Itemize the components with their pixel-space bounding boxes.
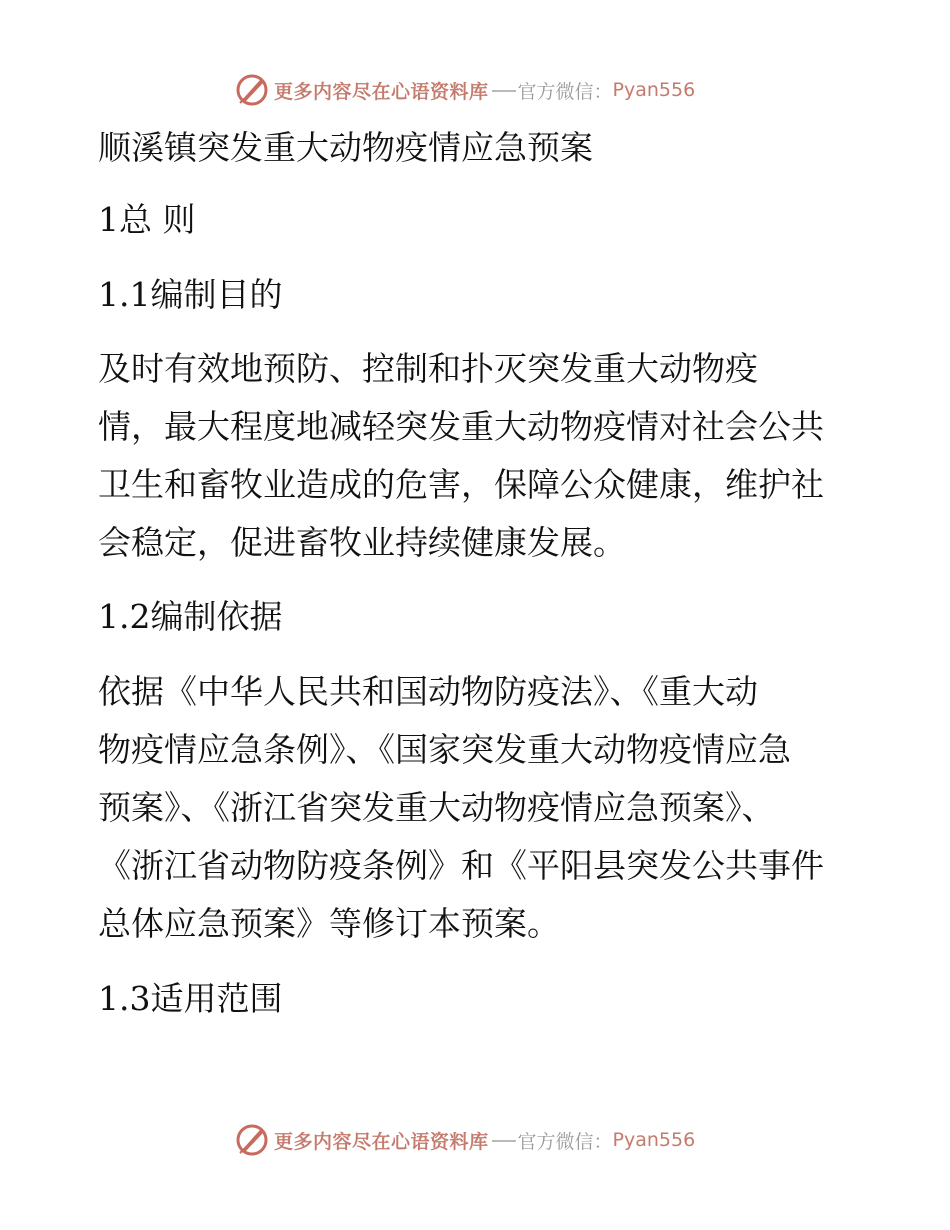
footer-watermark <box>234 1120 695 1160</box>
section-heading-1: 1总 则 <box>98 200 196 239</box>
paragraph-line: 情，最大程度地减轻突发重大动物疫情对社会公共 <box>98 407 824 446</box>
section-heading-1-2: 1.2编制依据 <box>98 597 283 636</box>
feather-pen-logo-icon <box>234 72 270 108</box>
paragraph-line: 物疫情应急条例》、《国家突发重大动物疫情应急 <box>98 730 791 769</box>
watermark-wechat-id: Pyan556 <box>612 79 696 101</box>
section-heading-1-3: 1.3适用范围 <box>98 979 283 1018</box>
watermark-dash <box>492 1140 516 1142</box>
paragraph-line: 《浙江省动物防疫条例》和《平阳县突发公共事件 <box>98 846 824 885</box>
paragraph-line: 依据《中华人民共和国动物防疫法》、《重大动 <box>98 672 758 711</box>
watermark-official-label: 官方微信： <box>517 80 613 103</box>
watermark-brand-text: 更多内容尽在心语资料库 <box>274 80 489 103</box>
watermark-dash <box>492 90 516 92</box>
paragraph-line: 会稳定，促进畜牧业持续健康发展。 <box>98 523 626 562</box>
watermark-official-label: 官方微信： <box>517 1130 613 1153</box>
header-watermark <box>234 70 695 110</box>
watermark-brand-text: 更多内容尽在心语资料库 <box>274 1130 489 1153</box>
section-heading-1-1: 1.1编制目的 <box>98 275 283 314</box>
feather-pen-logo-icon <box>234 1122 270 1158</box>
watermark-wechat-id: Pyan556 <box>612 1129 696 1151</box>
paragraph-line: 预案》、《浙江省突发重大动物疫情应急预案》、 <box>98 788 775 827</box>
document-title: 顺溪镇突发重大动物疫情应急预案 <box>98 128 593 167</box>
paragraph-line: 总体应急预案》等修订本预案。 <box>98 904 560 943</box>
paragraph-line: 卫生和畜牧业造成的危害，保障公众健康，维护社 <box>98 465 824 504</box>
paragraph-line: 及时有效地预防、控制和扑灭突发重大动物疫 <box>98 349 758 388</box>
